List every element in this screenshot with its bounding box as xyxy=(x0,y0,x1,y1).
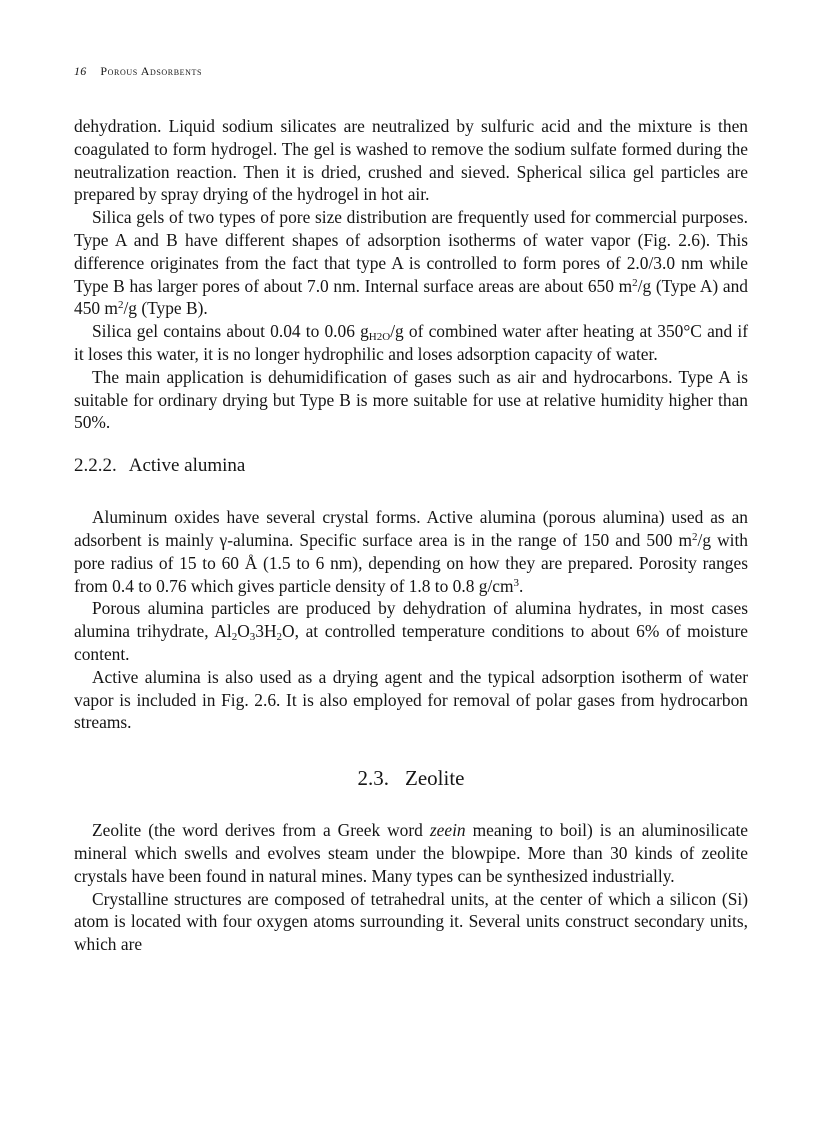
alumina-paragraph-1 xyxy=(74,506,748,597)
running-title: Porous Adsorbents xyxy=(100,64,203,78)
subscript-part: O xyxy=(382,331,391,344)
text-run: /g with pore radius of 15 to 60 Å (1.5 to 6 nm), depending on how they are prepared. Porosity ranges from 0.4 to 0.76 which gives particle density of 1.8 to 0.8 g/cm xyxy=(74,529,748,596)
page-number: 16 xyxy=(74,64,87,78)
text-run: . xyxy=(519,575,524,596)
text-run: Zeolite (the word derives from a Greek word xyxy=(92,820,430,841)
text-run: O xyxy=(237,621,250,642)
zeolite-paragraph-1 xyxy=(74,819,748,887)
subscript: 3 xyxy=(249,631,256,644)
text-run: /g of combined water after heating at 350°C and if it loses this water, it is no longer hydrophilic and loses adsorption capacity of water. xyxy=(74,321,748,364)
section-heading-zeolite xyxy=(74,765,748,791)
superscript: 3 xyxy=(513,576,520,589)
italic-term: zeein xyxy=(429,820,466,841)
section-heading-active-alumina xyxy=(74,454,748,478)
superscript: 2 xyxy=(692,530,698,543)
subscript: 2 xyxy=(231,631,238,644)
text-run: Silica gel contains about 0.04 to 0.06 g xyxy=(92,321,369,342)
subscript: 2 xyxy=(276,631,283,644)
superscript: 2 xyxy=(117,299,124,312)
text-run: Silica gels of two types of pore size distribution are frequently used for commercial purposes. Type A and B have different shapes of adsorption isotherms of water vapor (Fig. 2.6). This difference originates from the fact that type A is controlled to form pores of 2.0/3.0 nm while Type B has larger pores of about 7.0 nm. Internal surface areas are about 650 m xyxy=(74,207,748,296)
book-page xyxy=(74,64,748,956)
alumina-paragraph-2 xyxy=(74,597,748,665)
silica-paragraph-1: dehydration. Liquid sodium silicates are neutralized by sulfuric acid and the mixture is then coagulated to form hydrogel. The gel is washed to remove the sodium sulfate formed during the neutralization reaction. Then it is dried, crushed and sieved. Spherical silica gel particles are prepared by spray drying of the hydrogel in hot air. xyxy=(74,116,748,205)
running-head xyxy=(74,64,748,79)
silica-paragraph-4: The main application is dehumidification of gases such as air and hydrocarbons. Type A is suitable for ordinary drying but Type B is more suitable for use at relative humidity higher than 50%. xyxy=(74,366,748,433)
section-number: 2.3. xyxy=(357,766,389,791)
text-run: /g (Type A) and 450 m xyxy=(74,275,748,319)
text-run: meaning to boil) is an aluminosilicate mineral which swells and evolves steam under the blowpipe. More than 30 kinds of zeolite crystals have been found in natural mines. Many types can be synthesized industrially. xyxy=(74,820,748,886)
section-number: 2.2.2. xyxy=(74,455,117,477)
superscript: 2 xyxy=(632,276,638,289)
silica-paragraph-3 xyxy=(74,320,748,366)
section-title: Zeolite xyxy=(405,766,465,791)
section-title: Active alumina xyxy=(128,455,246,477)
subscript-part: 2 xyxy=(376,331,383,344)
subscript-h2o xyxy=(369,331,390,343)
text-run: 3H xyxy=(255,621,277,642)
subscript-part: H xyxy=(368,331,377,344)
text-run: Aluminum oxides have several crystal forms. Active alumina (porous alumina) used as an adsorbent is mainly γ-alumina. Specific surface area is in the range of 150 and 500 m xyxy=(74,507,748,550)
text-run: /g (Type B). xyxy=(123,298,208,319)
text-run: Porous alumina particles are produced by dehydration of alumina hydrates, in most cases alumina trihydrate, Al xyxy=(74,598,748,642)
alumina-paragraph-3: Active alumina is also used as a drying agent and the typical adsorption isotherm of water vapor is included in Fig. 2.6. It is also employed for removal of polar gases from hydrocarbon streams. xyxy=(74,666,748,733)
zeolite-paragraph-2: Crystalline structures are composed of tetrahedral units, at the center of which a silicon (Si) atom is located with four oxygen atoms surrounding it. Several units construct secondary units, which are xyxy=(74,888,748,955)
silica-paragraph-2 xyxy=(74,206,748,320)
text-run: O, at controlled temperature conditions to about 6% of moisture content. xyxy=(74,621,749,664)
